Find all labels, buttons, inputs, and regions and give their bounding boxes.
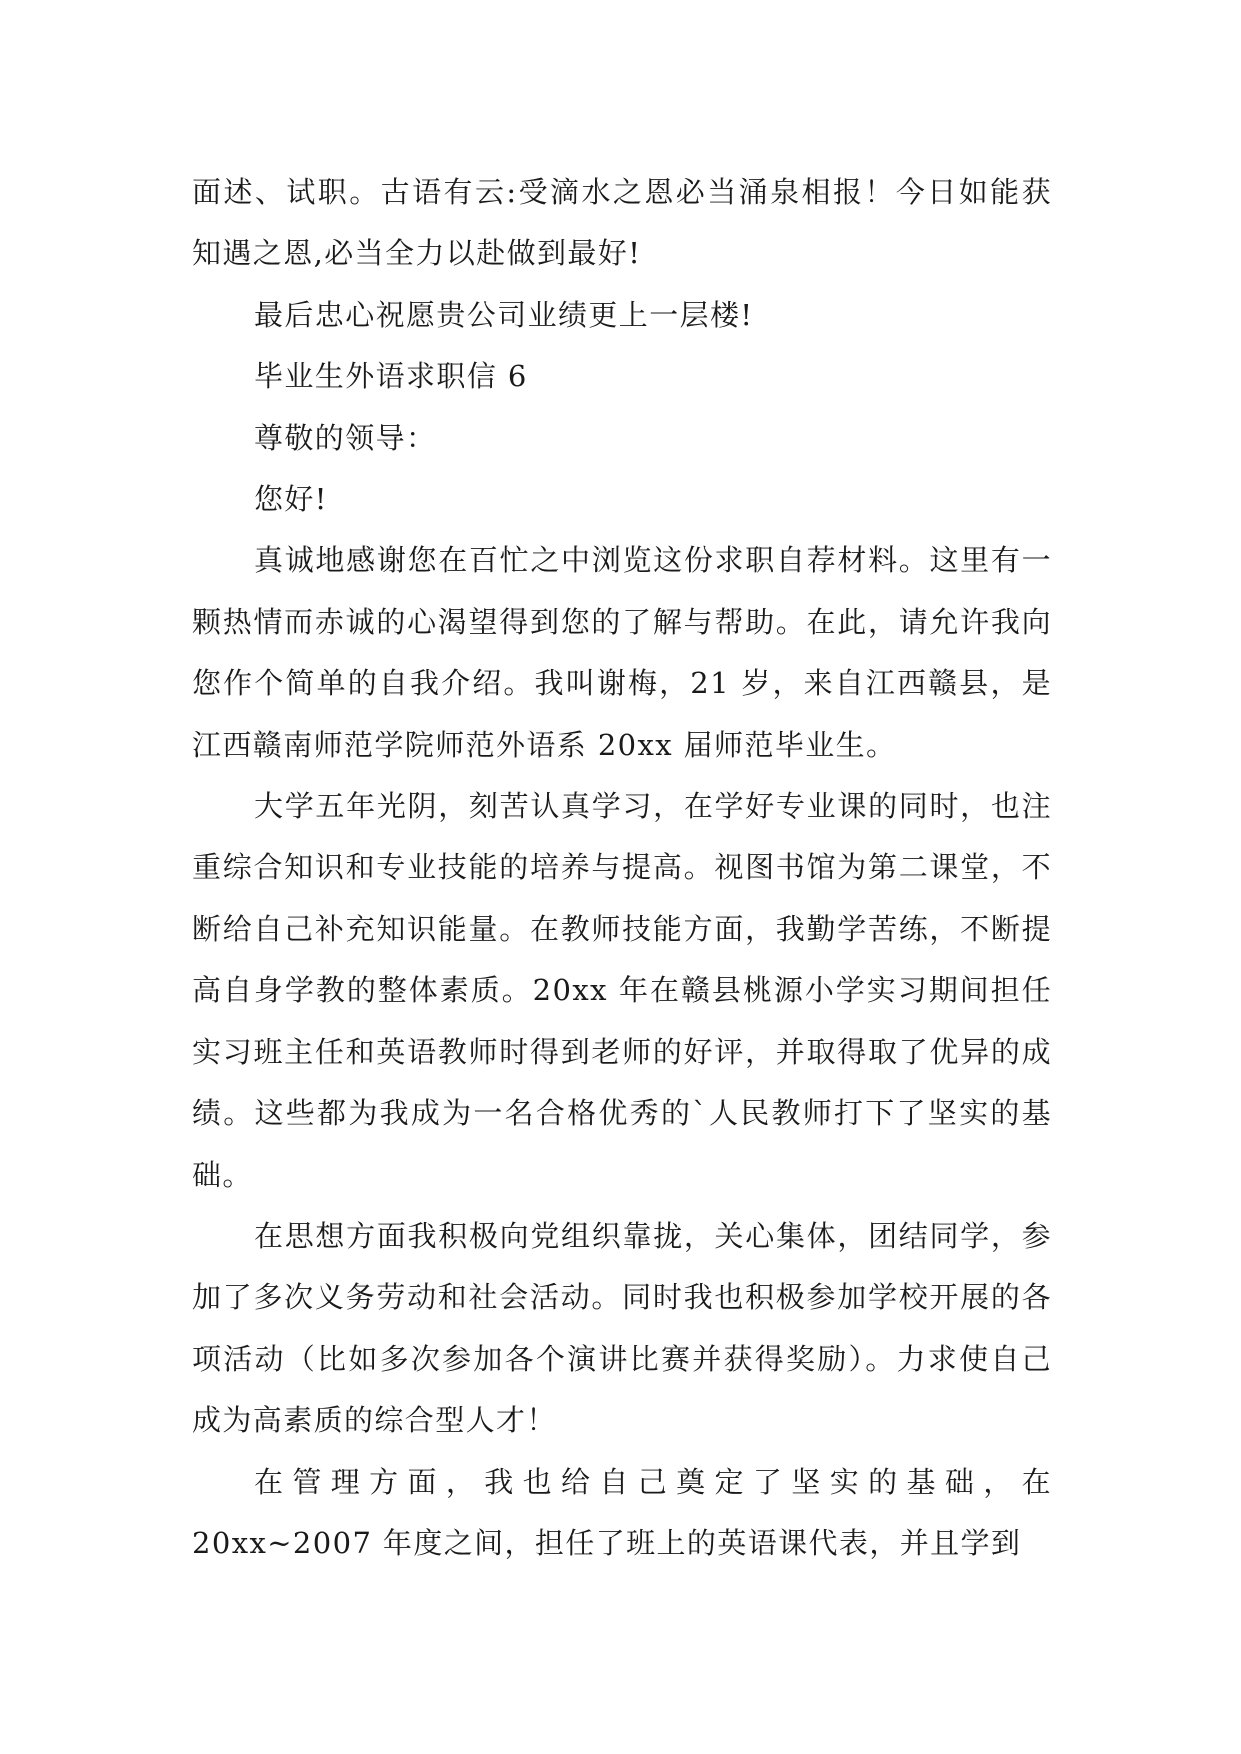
paragraph-study: 大学五年光阴，刻苦认真学习，在学好专业课的同时，也注重综合知识和专业技能的培养与提高。视图书馆为第二课堂，不断给自己补充知识能量。在教师技能方面，我勤学苦练，不断提高自身学教的整体素质。20xx 年在赣县桃源小学实习期间担任实习班主任和英语教师时得到老师的好评，并取得取了优异的成绩。这些都为我成为一名合格优秀的`人民教师打下了坚实的基础。 (192, 789, 1052, 1192)
document-body (192, 162, 1052, 1574)
paragraph-intro: 真诚地感谢您在百忙之中浏览这份求职自荐材料。这里有一颗热情而赤诚的心渴望得到您的了解与帮助。在此，请允许我向您作个简单的自我介绍。我叫谢梅，21 岁，来自江西赣县，是江西赣南师范学院师范外语系 20xx 届师范毕业生。 (192, 543, 1052, 762)
paragraph-1: 面述、试职。古语有云:受滴水之恩必当涌泉相报！今日如能获知遇之恩,必当全力以赴做到最好! (192, 175, 1052, 271)
section-heading: 毕业生外语求职信 6 (254, 359, 528, 394)
paragraph-2: 最后忠心祝愿贵公司业绩更上一层楼! (254, 297, 754, 332)
paragraph-ideology: 在思想方面我积极向党组织靠拢，关心集体，团结同学，参加了多次义务劳动和社会活动。同时我也积极参加学校开展的各项活动（比如多次参加各个演讲比赛并获得奖励）。力求使自己成为高素质的综合型人才！ (192, 1218, 1052, 1438)
paragraph-management: 在管理方面，我也给自己奠定了坚实的基础，在20xx~2007 年度之间，担任了班上的英语课代表，并且学到 (192, 1464, 1052, 1560)
salutation: 尊敬的领导： (254, 420, 437, 455)
greeting: 您好! (254, 482, 328, 517)
